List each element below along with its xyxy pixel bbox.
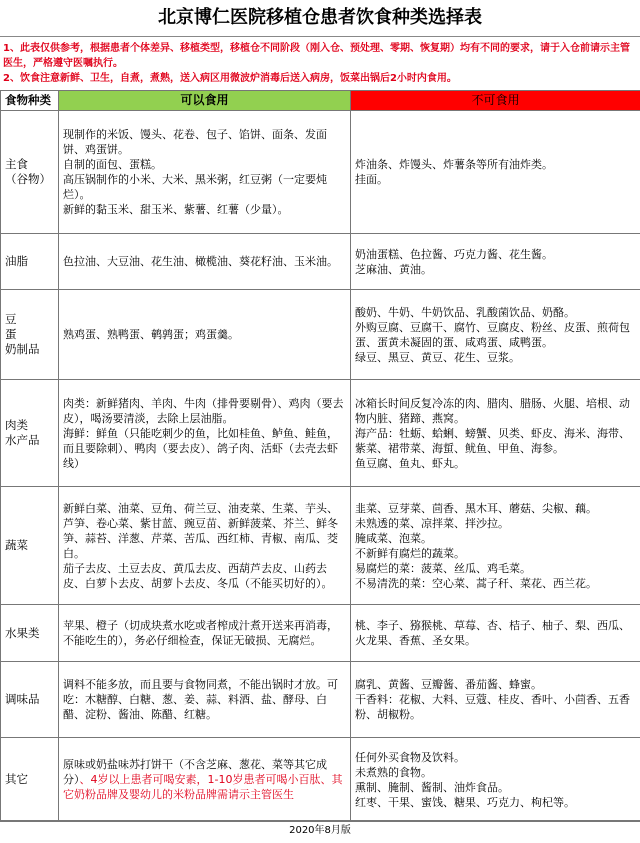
- table-row: [1, 111, 640, 234]
- category-cell: [1, 662, 59, 738]
- notice-box: [0, 37, 638, 89]
- food-text: 酸奶、牛奶、牛奶饮品、乳酸菌饮品、奶酪。: [355, 305, 636, 320]
- category-cell: [1, 380, 59, 487]
- food-text: 鱼豆腐、鱼丸、虾丸。: [355, 456, 636, 471]
- cannot-eat-cell: [351, 111, 640, 234]
- food-text: 新鲜的黏玉米、甜玉米、紫薯、红薯（少量）。: [63, 202, 346, 217]
- food-text: 高压锅制作的小米、大米、黑米粥，红豆粥（一定要炖烂）。: [63, 172, 346, 202]
- food-text: 苹果、橙子（切成块煮水吃或者榨成汁煮开送来再消毒，不能吃生的），务必仔细检查，保证无破损、无腐烂。: [63, 618, 346, 648]
- food-text: 熟鸡蛋、熟鸭蛋、鹌鹑蛋；鸡蛋羹。: [63, 327, 346, 342]
- cannot-eat-cell: [351, 487, 640, 605]
- food-table: [0, 90, 640, 822]
- food-text: 炸油条、炸馒头、炸薯条等所有油炸类。: [355, 157, 636, 172]
- table-row: [1, 662, 640, 738]
- food-text: 韭菜、豆芽菜、茴香、黑木耳、蘑菇、尖椒、藕。: [355, 501, 636, 516]
- page-title: 北京博仁医院移植仓患者饮食种类选择表: [0, 0, 640, 37]
- category-label: 蛋: [5, 327, 54, 342]
- food-text: 茄子去皮、土豆去皮、黄瓜去皮、西葫芦去皮、山药去皮、白萝卜去皮、胡萝卜去皮、冬瓜（不能买切好的）。: [63, 561, 346, 591]
- food-text: 不易清洗的菜：空心菜、蒿子秆、菜花、西兰花。: [355, 576, 636, 591]
- cannot-eat-cell: [351, 738, 640, 822]
- category-cell: [1, 234, 59, 290]
- category-cell: [1, 738, 59, 822]
- food-text: 现制作的米饭、馒头、花卷、包子、馅饼、面条、发面饼、鸡蛋饼。: [63, 127, 346, 157]
- food-text: 新鲜白菜、油菜、豆角、荷兰豆、油麦菜、生菜、芋头、芦笋、卷心菜、紫甘蓝、豌豆苗、新鲜菠菜、芥兰、鲜冬笋、蒜苔、洋葱、芹菜、苦瓜、西红柿、青椒、南瓜、茭白。: [63, 501, 346, 561]
- cannot-eat-cell: [351, 234, 640, 290]
- category-label: 水产品: [5, 433, 54, 448]
- table-row: [1, 234, 640, 290]
- category-cell: [1, 290, 59, 380]
- food-text: 外购豆腐、豆腐干、腐竹、豆腐皮、粉丝、皮蛋、煎荷包蛋、蛋黄未凝固的蛋、咸鸡蛋、咸鸭蛋。: [355, 320, 636, 350]
- table-row: [1, 487, 640, 605]
- table-row: [1, 380, 640, 487]
- table-row: [1, 738, 640, 822]
- category-cell: [1, 487, 59, 605]
- table-row: [1, 605, 640, 662]
- food-text: 海产品：牡蛎、蛤蜊、螃蟹、贝类、虾皮、海米、海带、紫菜、裙带菜、海蜇、鱿鱼、甲鱼、海参。: [355, 426, 636, 456]
- category-label: 奶制品: [5, 342, 54, 357]
- category-label: 肉类: [5, 418, 54, 433]
- food-text: 腌咸菜、泡菜。: [355, 531, 636, 546]
- category-label: 蔬菜: [5, 538, 54, 553]
- can-eat-cell: [59, 738, 351, 822]
- food-text: 冰箱长时间反复冷冻的肉、腊肉、腊肠、火腿、培根、动物内脏、猪蹄、燕窝。: [355, 396, 636, 426]
- category-label: 油脂: [5, 254, 54, 269]
- can-eat-cell: [59, 605, 351, 662]
- can-eat-cell: [59, 487, 351, 605]
- food-text: 未熟透的菜、凉拌菜、拌沙拉。: [355, 516, 636, 531]
- can-eat-cell: [59, 380, 351, 487]
- can-eat-cell: [59, 662, 351, 738]
- food-text: 挂面。: [355, 172, 636, 187]
- table-row: [1, 290, 640, 380]
- category-label: （谷物）: [5, 172, 54, 187]
- category-label: 主食: [5, 157, 54, 172]
- food-text: 桃、李子、猕猴桃、草莓、杏、桔子、柚子、梨、西瓜、火龙果、香蕉、圣女果。: [355, 618, 636, 648]
- category-cell: [1, 605, 59, 662]
- can-eat-cell: [59, 290, 351, 380]
- food-text: 任何外买食物及饮料。: [355, 750, 636, 765]
- food-text: 腐乳、黄酱、豆瓣酱、番茄酱、蜂蜜。: [355, 677, 636, 692]
- category-label: 豆: [5, 312, 54, 327]
- food-text: 海鲜：鲜鱼（只能吃刺少的鱼，比如桂鱼、鲈鱼、鲑鱼，而且要除刺）、鸭肉（要去皮）、鸽子肉、活虾（去壳去虾线）: [63, 426, 346, 471]
- food-text: 肉类：新鲜猪肉、羊肉、牛肉（排骨要剔骨）、鸡肉（要去皮），喝汤要清淡，去除上层油脂。: [63, 396, 346, 426]
- category-label: 调味品: [5, 692, 54, 707]
- food-text-warning: 、4岁以上患者可喝安素，1-10岁患者可喝小百肽、其它奶粉品牌及婴幼儿的米粉品牌需请示主管医生: [63, 773, 342, 801]
- can-eat-cell: [59, 234, 351, 290]
- category-cell: [1, 111, 59, 234]
- food-text: 干香料：花椒、大料、豆蔻、桂皮、香叶、小茴香、五香粉、胡椒粉。: [355, 692, 636, 722]
- version-footer: 2020年8月版: [0, 820, 640, 843]
- food-text: 原味或奶盐味苏打饼干（不含芝麻、葱花、菜等其它成分）: [63, 758, 327, 786]
- food-text: 绿豆、黑豆、黄豆、花生、豆浆。: [355, 350, 636, 365]
- category-label: 水果类: [5, 626, 54, 641]
- food-text: 色拉油、大豆油、花生油、橄榄油、葵花籽油、玉米油。: [63, 254, 346, 269]
- notice-line: 2、饮食注意新鲜、卫生，自煮，煮熟，送入病区用微波炉消毒后送入病房，饭菜出锅后2小时内食用。: [3, 71, 635, 86]
- food-text: 奶油蛋糕、色拉酱、巧克力酱、花生酱。: [355, 247, 636, 262]
- food-text: 易腐烂的菜：菠菜、丝瓜、鸡毛菜。: [355, 561, 636, 576]
- cannot-eat-cell: [351, 380, 640, 487]
- food-text: 熏制、腌制、酱制、油炸食品。: [355, 780, 636, 795]
- header-category: 食物种类: [1, 91, 59, 111]
- header-row: [1, 91, 640, 111]
- food-text: 调料不能多放，而且要与食物同煮，不能出锅时才放。可吃：木糖醇、白糖、葱、姜、蒜、料酒、盐、酵母、白醋、淀粉、酱油、陈醋、红糖。: [63, 677, 346, 722]
- food-text: 红枣、干果、蜜饯、糖果、巧克力、枸杞等。: [355, 795, 636, 810]
- header-can-eat: 可以食用: [59, 91, 351, 111]
- category-label: 其它: [5, 772, 54, 787]
- food-text: 未煮熟的食物。: [355, 765, 636, 780]
- can-eat-cell: [59, 111, 351, 234]
- notice-line: 1、此表仅供参考，根据患者个体差异、移植类型，移植仓不同阶段（刚入仓、预处理、零期、恢复期）均有不同的要求，请于入仓前请示主管医生，严格遵守医嘱执行。: [3, 41, 635, 71]
- header-cannot-eat: 不可食用: [351, 91, 640, 111]
- cannot-eat-cell: [351, 662, 640, 738]
- food-text: 自制的面包、蛋糕。: [63, 157, 346, 172]
- cannot-eat-cell: [351, 290, 640, 380]
- food-text: 不新鲜有腐烂的蔬菜。: [355, 546, 636, 561]
- cannot-eat-cell: [351, 605, 640, 662]
- food-text: 芝麻油、黄油。: [355, 262, 636, 277]
